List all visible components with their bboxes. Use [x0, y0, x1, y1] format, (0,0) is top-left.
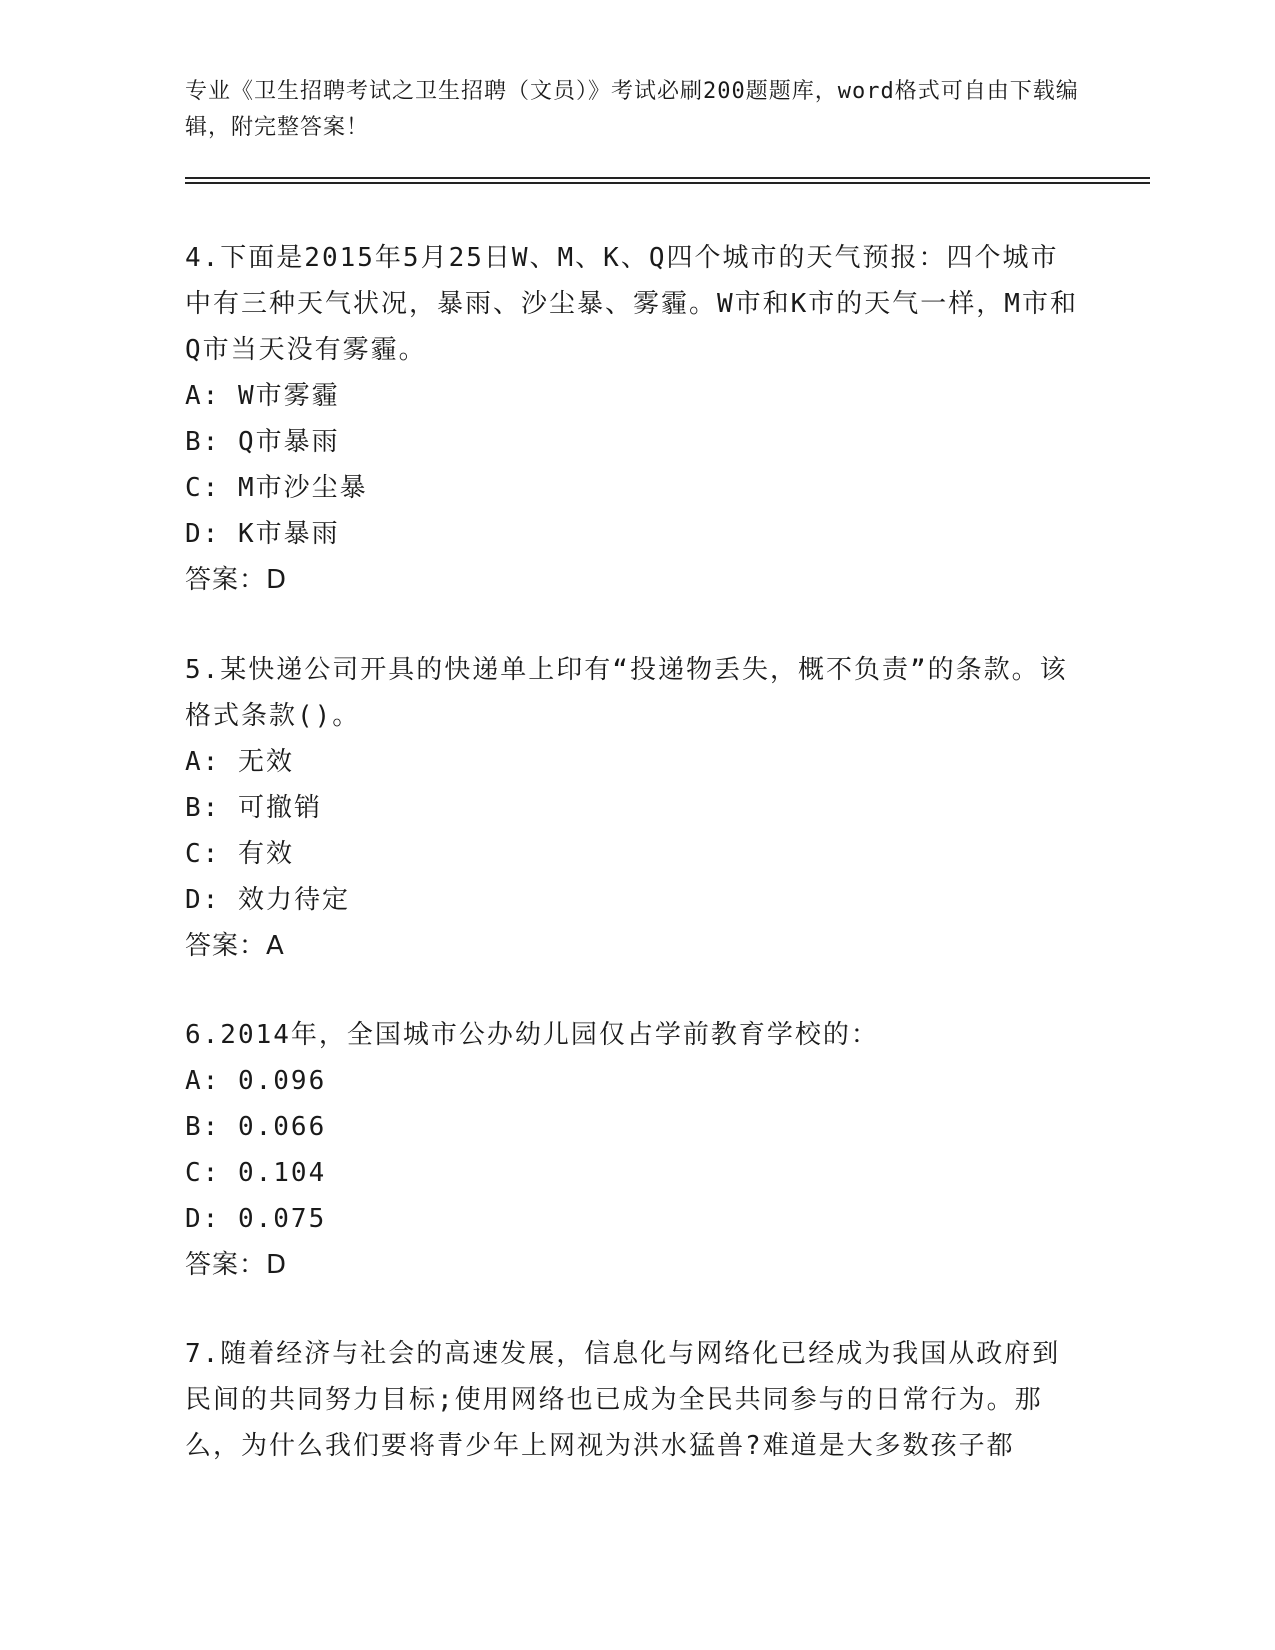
option-d: D: 0.075: [185, 1204, 327, 1234]
option-c: C: M市沙尘暴: [185, 473, 368, 503]
option-b: B: 可撤销: [185, 793, 322, 823]
header-divider-bottom: [185, 182, 1150, 184]
question-6: [185, 1012, 1085, 1288]
question-4: [185, 235, 1085, 603]
question-text: 4.下面是2015年5月25日W、M、K、Q四个城市的天气预报：四个城市中有三种天气状况，暴雨、沙尘暴、雾霾。W市和K市的天气一样，M市和Q市当天没有雾霾。: [185, 243, 1078, 365]
question-5: [185, 647, 1085, 969]
option-d: D: 效力待定: [185, 885, 350, 915]
answer-line: 答案：D: [185, 565, 288, 595]
answer-line: 答案：D: [185, 1250, 288, 1280]
option-c: C: 0.104: [185, 1158, 327, 1188]
option-d: D: K市暴雨: [185, 519, 340, 549]
option-b: B: Q市暴雨: [185, 427, 340, 457]
option-c: C: 有效: [185, 839, 294, 869]
answer-line: 答案：A: [185, 931, 285, 961]
question-7: [185, 1331, 1085, 1469]
question-text: 7.随着经济与社会的高速发展，信息化与网络化已经成为我国从政府到民间的共同努力目标;使用网络也已成为全民共同参与的日常行为。那么，为什么我们要将青少年上网视为洪水猛兽?难道是大多数孩子都: [185, 1339, 1061, 1461]
option-a: A: 0.096: [185, 1066, 327, 1096]
document-header: 专业《卫生招聘考试之卫生招聘（文员）》考试必刷200题题库，word格式可自由下载编辑，附完整答案！: [185, 79, 1079, 140]
question-text: 5.某快递公司开具的快递单上印有“投递物丢失，概不负责”的条款。该格式条款()。: [185, 655, 1068, 731]
question-text: 6.2014年，全国城市公办幼儿园仅占学前教育学校的：: [185, 1020, 879, 1050]
option-b: B: 0.066: [185, 1112, 327, 1142]
option-a: A: 无效: [185, 747, 294, 777]
option-a: A: W市雾霾: [185, 381, 340, 411]
header-divider-top: [185, 177, 1150, 179]
